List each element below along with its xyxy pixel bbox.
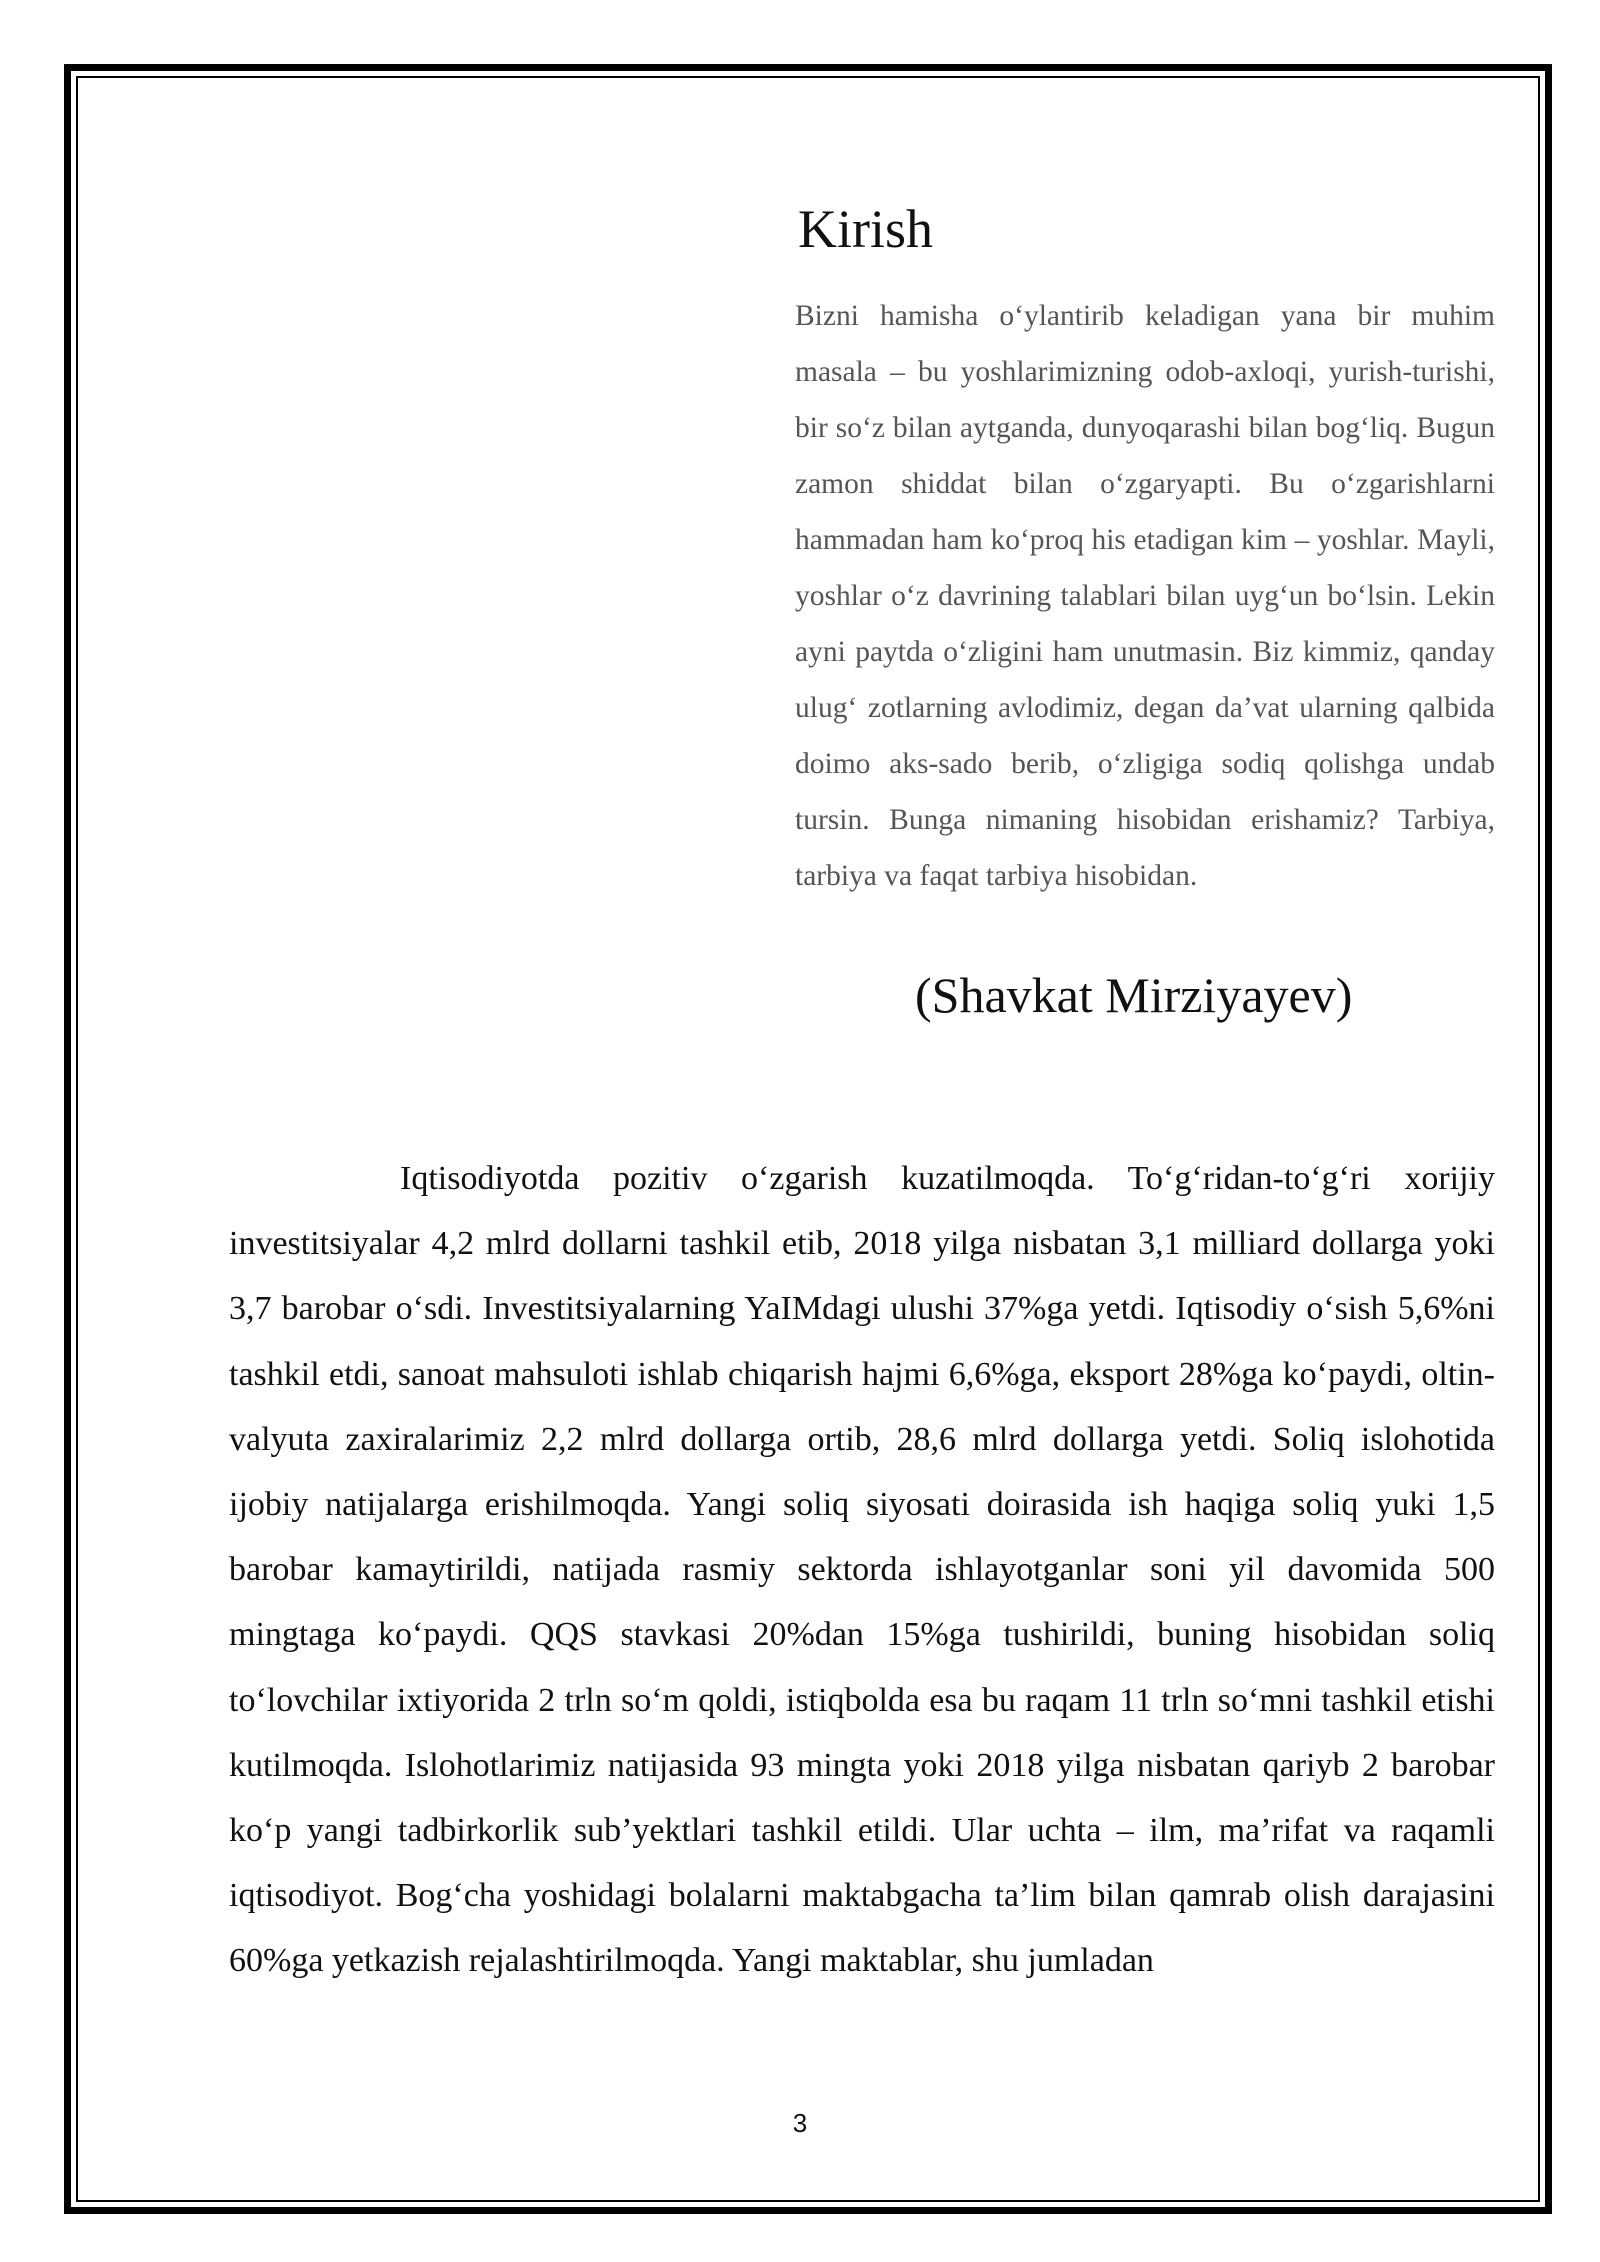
section-heading: Kirish (798, 199, 933, 259)
epigraph-quote: Bizni hamisha o‘ylantirib keladigan yana bir muhim masala – bu yoshlarimizning odob-axloqi, yurish-turishi, bir so‘z bilan aytganda, dunyoqarashi bilan bog‘liq. Bugun zamon shiddat bilan o‘zgaryapti. Bu o‘zgarishlarni hammadan ham ko‘proq his etadigan kim – yoshlar. Mayli, yoshlar o‘z davrining talablari bilan uyg‘un bo‘lsin. Lekin ayni paytda o‘zligini ham unutmasin. Biz kimmiz, qanday ulug‘ zotlarning avlodimiz, degan da’vat ularning qalbida doimo aks-sado berib, o‘zligiga sodiq qolishga undab tursin. Bunga nimaning hisobidan erishamiz? Tarbiya, tarbiya va faqat tarbiya hisobidan. (795, 300, 1495, 892)
page-number: 3 (792, 2108, 808, 2138)
body-paragraph: Iqtisodiyotda pozitiv o‘zgarish kuzatilmoqda. To‘g‘ridan-to‘g‘ri xorijiy investitsiyalar 4,2 mlrd dollarni tashkil etib, 2018 yilga nisbatan 3,1 milliard dollarga yoki 3,7 barobar o‘sdi. Investitsiyalarning YaIMdagi ulushi 37%ga yetdi. Iqtisodiy o‘sish 5,6%ni tashkil etdi, sanoat mahsuloti ishlab chiqarish hajmi 6,6%ga, eksport 28%ga ko‘paydi, oltin-valyuta zaxiralarimiz 2,2 mlrd dollarga ortib, 28,6 mlrd dollarga yetdi. Soliq islohotida ijobiy natijalarga erishilmoqda. Yangi soliq siyosati doirasida ish haqiga soliq yuki 1,5 barobar kamaytirildi, natijada rasmiy sektorda ishlayotganlar soni yil davomida 500 mingtaga ko‘paydi. QQS stavkasi 20%dan 15%ga tushirildi, buning hisobidan soliq to‘lovchilar ixtiyorida 2 trln so‘m qoldi, istiqbolda esa bu raqam 11 trln so‘mni tashkil etishi kutilmoqda. Islohotlarimiz natijasida 93 mingta yoki 2018 yilga nisbatan qariyb 2 barobar ko‘p yangi tadbirkorlik sub’yektlari tashkil etildi. Ular uchta – ilm, ma’rifat va raqamli iqtisodiyot. Bog‘cha yoshidagi bolalarni maktabgacha ta’lim bilan qamrab olish darajasini 60%ga yetkazish rejalashtirilmoqda. Yangi maktablar, shu jumladan (229, 1160, 1495, 1980)
epigraph-author: (Shavkat Mirziyayev) (915, 967, 1353, 1023)
